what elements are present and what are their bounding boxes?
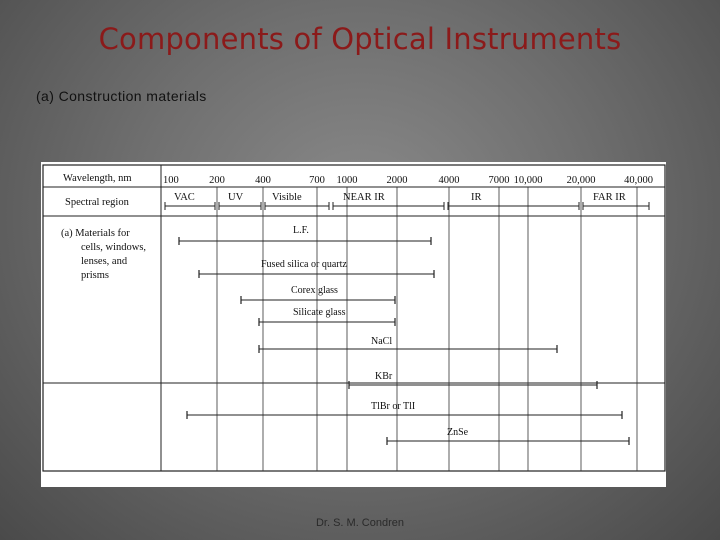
wavelength-tick-label: 1000: [336, 175, 358, 186]
material-label: L.F.: [293, 225, 309, 236]
spectral-region-header: Spectral region: [65, 197, 129, 208]
materials-figure: [41, 162, 666, 487]
wavelength-tick-label: 7000: [488, 175, 510, 186]
materials-header-line: (a) Materials for: [61, 228, 130, 239]
materials-header-line: prisms: [81, 270, 110, 281]
slide-title: Components of Optical Instruments: [98, 22, 622, 56]
material-label: KBr: [375, 371, 393, 382]
figure-frame: [43, 165, 665, 471]
material-label: Corex glass: [291, 285, 338, 296]
spectral-region-label: UV: [228, 192, 244, 203]
material-label: ZnSe: [447, 427, 469, 438]
material-label: NaCl: [371, 336, 393, 347]
slide-subtitle: (a) Construction materials: [36, 88, 207, 104]
wavelength-tick-label: 200: [209, 175, 225, 186]
wavelength-tick-label: 10,000: [513, 175, 543, 186]
materials-header-line: cells, windows,: [81, 242, 147, 253]
spectral-region-label: FAR IR: [593, 192, 626, 203]
materials-chart: [41, 162, 666, 487]
wavelength-tick-label: 400: [255, 175, 271, 186]
slide-footer: Dr. S. M. Condren: [315, 517, 405, 529]
wavelength-tick-label: 40,000: [624, 175, 653, 186]
wavelength-header: Wavelength, nm: [63, 173, 132, 184]
material-label: Silicate glass: [293, 307, 346, 318]
spectral-region-label: NEAR IR: [343, 192, 385, 203]
wavelength-tick-label: 20,000: [566, 175, 596, 186]
wavelength-tick-label: 100: [163, 175, 179, 186]
spectral-region-label: IR: [471, 192, 482, 203]
material-label: Fused silica or quartz: [261, 259, 347, 270]
wavelength-tick-label: 700: [309, 175, 325, 186]
materials-header-line: lenses, and: [81, 256, 128, 267]
material-label: TlBr or TlI: [371, 401, 416, 412]
wavelength-tick-label: 2000: [386, 175, 408, 186]
spectral-region-label: VAC: [174, 192, 195, 203]
spectral-region-label: Visible: [272, 192, 302, 203]
wavelength-tick-label: 4000: [438, 175, 460, 186]
